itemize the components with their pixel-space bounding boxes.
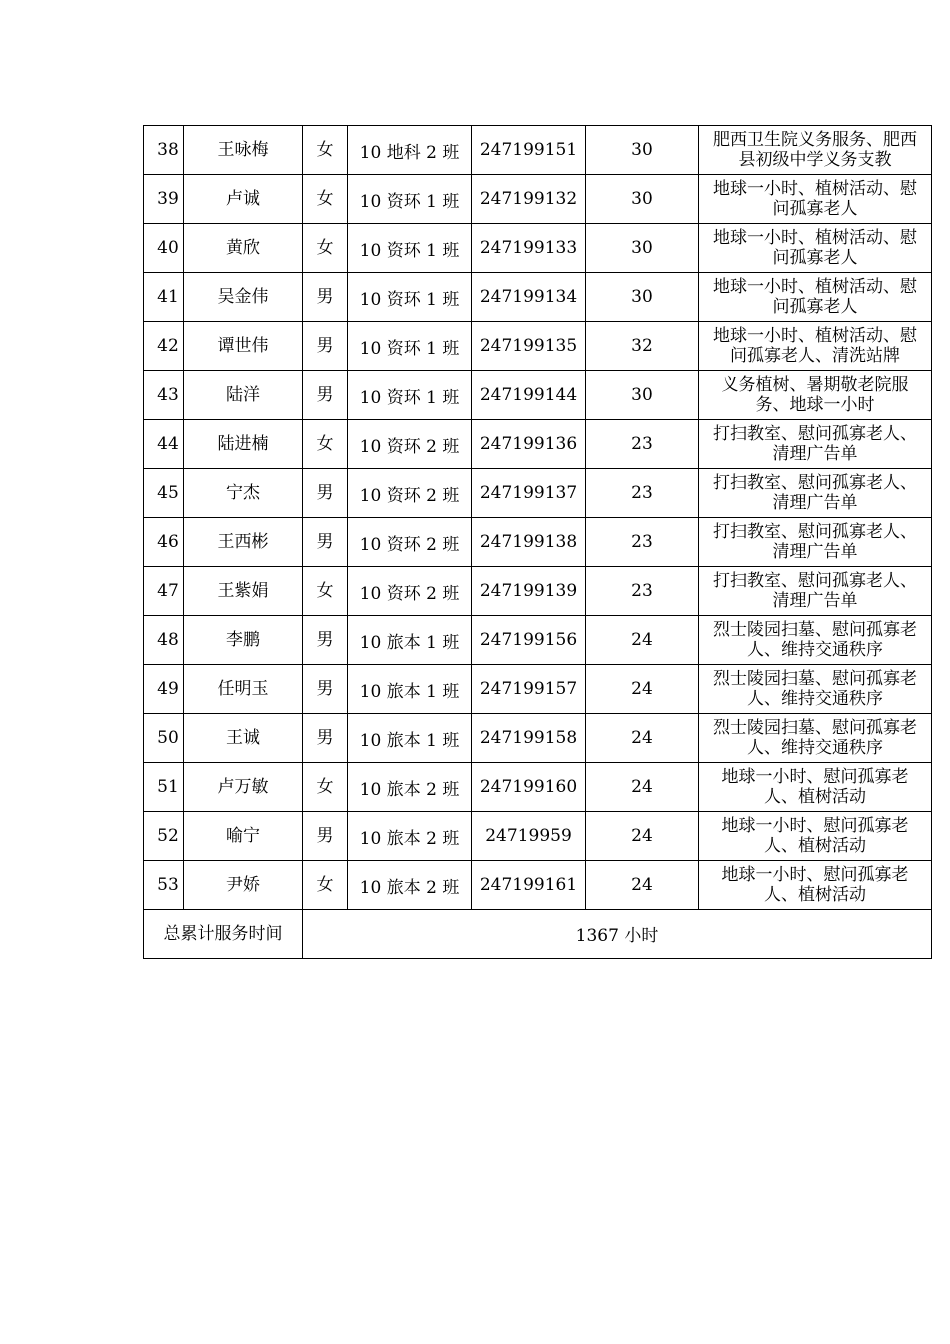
cell-class: 10 旅本 2 班 (348, 763, 472, 812)
cell-class: 10 资环 2 班 (348, 420, 472, 469)
cell-class: 10 资环 2 班 (348, 469, 472, 518)
cell-gender: 男 (303, 322, 348, 371)
cell-hours: 23 (586, 420, 699, 469)
cell-no: 40 (144, 224, 184, 273)
cell-gender: 女 (303, 861, 348, 910)
cell-class: 10 旅本 1 班 (348, 616, 472, 665)
cell-student-id: 247199156 (472, 616, 586, 665)
cell-gender: 男 (303, 812, 348, 861)
cell-no: 38 (144, 126, 184, 175)
cell-class: 10 资环 1 班 (348, 273, 472, 322)
table-row (144, 175, 932, 224)
cell-hours: 30 (586, 273, 699, 322)
cell-gender: 女 (303, 175, 348, 224)
cell-hours: 30 (586, 371, 699, 420)
cell-student-id: 247199137 (472, 469, 586, 518)
cell-no: 51 (144, 763, 184, 812)
cell-no: 46 (144, 518, 184, 567)
cell-class: 10 旅本 1 班 (348, 714, 472, 763)
cell-hours: 24 (586, 812, 699, 861)
table-row (144, 567, 932, 616)
cell-hours: 30 (586, 126, 699, 175)
cell-activity: 地球一小时、植树活动、慰问孤寡老人 (699, 224, 932, 273)
cell-gender: 男 (303, 273, 348, 322)
cell-no: 47 (144, 567, 184, 616)
cell-student-id: 247199136 (472, 420, 586, 469)
cell-gender: 女 (303, 420, 348, 469)
cell-name: 王紫娟 (184, 567, 303, 616)
cell-gender: 男 (303, 518, 348, 567)
cell-student-id: 247199160 (472, 763, 586, 812)
cell-name: 任明玉 (184, 665, 303, 714)
table-row (144, 224, 932, 273)
cell-activity: 烈士陵园扫墓、慰问孤寡老人、维持交通秩序 (699, 665, 932, 714)
table-row (144, 273, 932, 322)
cell-no: 52 (144, 812, 184, 861)
cell-student-id: 24719959 (472, 812, 586, 861)
volunteer-service-table (143, 125, 932, 959)
cell-activity: 打扫教室、慰问孤寡老人、清理广告单 (699, 469, 932, 518)
cell-name: 卢诚 (184, 175, 303, 224)
table-row (144, 371, 932, 420)
cell-class: 10 地科 2 班 (348, 126, 472, 175)
cell-hours: 24 (586, 861, 699, 910)
cell-activity: 地球一小时、慰问孤寡老人、植树活动 (699, 763, 932, 812)
cell-student-id: 247199138 (472, 518, 586, 567)
cell-name: 陆进楠 (184, 420, 303, 469)
table-row (144, 665, 932, 714)
cell-name: 王诚 (184, 714, 303, 763)
cell-name: 王咏梅 (184, 126, 303, 175)
cell-class: 10 旅本 2 班 (348, 812, 472, 861)
cell-no: 45 (144, 469, 184, 518)
cell-hours: 23 (586, 567, 699, 616)
total-label: 总累计服务时间 (144, 910, 303, 959)
cell-class: 10 资环 1 班 (348, 224, 472, 273)
cell-gender: 女 (303, 763, 348, 812)
cell-student-id: 247199161 (472, 861, 586, 910)
cell-hours: 24 (586, 714, 699, 763)
cell-hours: 23 (586, 518, 699, 567)
cell-gender: 男 (303, 371, 348, 420)
cell-gender: 女 (303, 126, 348, 175)
cell-name: 宁杰 (184, 469, 303, 518)
cell-no: 43 (144, 371, 184, 420)
cell-activity: 地球一小时、慰问孤寡老人、植树活动 (699, 812, 932, 861)
table-row (144, 812, 932, 861)
table-row (144, 861, 932, 910)
cell-hours: 32 (586, 322, 699, 371)
cell-name: 王西彬 (184, 518, 303, 567)
total-value: 1367 小时 (303, 910, 932, 959)
cell-student-id: 247199151 (472, 126, 586, 175)
cell-gender: 男 (303, 714, 348, 763)
cell-gender: 男 (303, 665, 348, 714)
table-row (144, 469, 932, 518)
cell-name: 陆洋 (184, 371, 303, 420)
cell-no: 39 (144, 175, 184, 224)
table-row (144, 714, 932, 763)
cell-class: 10 资环 1 班 (348, 371, 472, 420)
cell-class: 10 资环 1 班 (348, 322, 472, 371)
cell-name: 李鹏 (184, 616, 303, 665)
cell-class: 10 资环 2 班 (348, 518, 472, 567)
table-body (144, 126, 932, 959)
cell-gender: 女 (303, 567, 348, 616)
cell-name: 黄欣 (184, 224, 303, 273)
cell-activity: 打扫教室、慰问孤寡老人、清理广告单 (699, 420, 932, 469)
cell-gender: 男 (303, 469, 348, 518)
cell-no: 49 (144, 665, 184, 714)
cell-gender: 男 (303, 616, 348, 665)
cell-student-id: 247199134 (472, 273, 586, 322)
table-row (144, 616, 932, 665)
cell-hours: 30 (586, 224, 699, 273)
cell-activity: 打扫教室、慰问孤寡老人、清理广告单 (699, 567, 932, 616)
cell-activity: 地球一小时、植树活动、慰问孤寡老人、清洗站牌 (699, 322, 932, 371)
cell-hours: 30 (586, 175, 699, 224)
table-row (144, 126, 932, 175)
table-row (144, 322, 932, 371)
cell-no: 50 (144, 714, 184, 763)
table-row (144, 518, 932, 567)
cell-hours: 24 (586, 616, 699, 665)
table-row (144, 763, 932, 812)
cell-activity: 地球一小时、植树活动、慰问孤寡老人 (699, 273, 932, 322)
total-row (144, 910, 932, 959)
cell-activity: 地球一小时、植树活动、慰问孤寡老人 (699, 175, 932, 224)
cell-name: 卢万敏 (184, 763, 303, 812)
cell-hours: 23 (586, 469, 699, 518)
cell-activity: 打扫教室、慰问孤寡老人、清理广告单 (699, 518, 932, 567)
cell-class: 10 资环 2 班 (348, 567, 472, 616)
cell-class: 10 旅本 2 班 (348, 861, 472, 910)
cell-name: 谭世伟 (184, 322, 303, 371)
cell-activity: 义务植树、暑期敬老院服务、地球一小时 (699, 371, 932, 420)
table-row (144, 420, 932, 469)
cell-no: 41 (144, 273, 184, 322)
cell-student-id: 247199157 (472, 665, 586, 714)
cell-student-id: 247199158 (472, 714, 586, 763)
cell-hours: 24 (586, 763, 699, 812)
cell-activity: 地球一小时、慰问孤寡老人、植树活动 (699, 861, 932, 910)
cell-no: 44 (144, 420, 184, 469)
cell-no: 42 (144, 322, 184, 371)
cell-name: 吴金伟 (184, 273, 303, 322)
cell-student-id: 247199139 (472, 567, 586, 616)
cell-student-id: 247199144 (472, 371, 586, 420)
cell-class: 10 资环 1 班 (348, 175, 472, 224)
cell-student-id: 247199132 (472, 175, 586, 224)
cell-student-id: 247199135 (472, 322, 586, 371)
cell-name: 尹娇 (184, 861, 303, 910)
cell-gender: 女 (303, 224, 348, 273)
cell-hours: 24 (586, 665, 699, 714)
cell-class: 10 旅本 1 班 (348, 665, 472, 714)
cell-activity: 烈士陵园扫墓、慰问孤寡老人、维持交通秩序 (699, 616, 932, 665)
cell-activity: 烈士陵园扫墓、慰问孤寡老人、维持交通秩序 (699, 714, 932, 763)
cell-student-id: 247199133 (472, 224, 586, 273)
cell-name: 喻宁 (184, 812, 303, 861)
cell-no: 53 (144, 861, 184, 910)
cell-activity: 肥西卫生院义务服务、肥西县初级中学义务支教 (699, 126, 932, 175)
cell-no: 48 (144, 616, 184, 665)
